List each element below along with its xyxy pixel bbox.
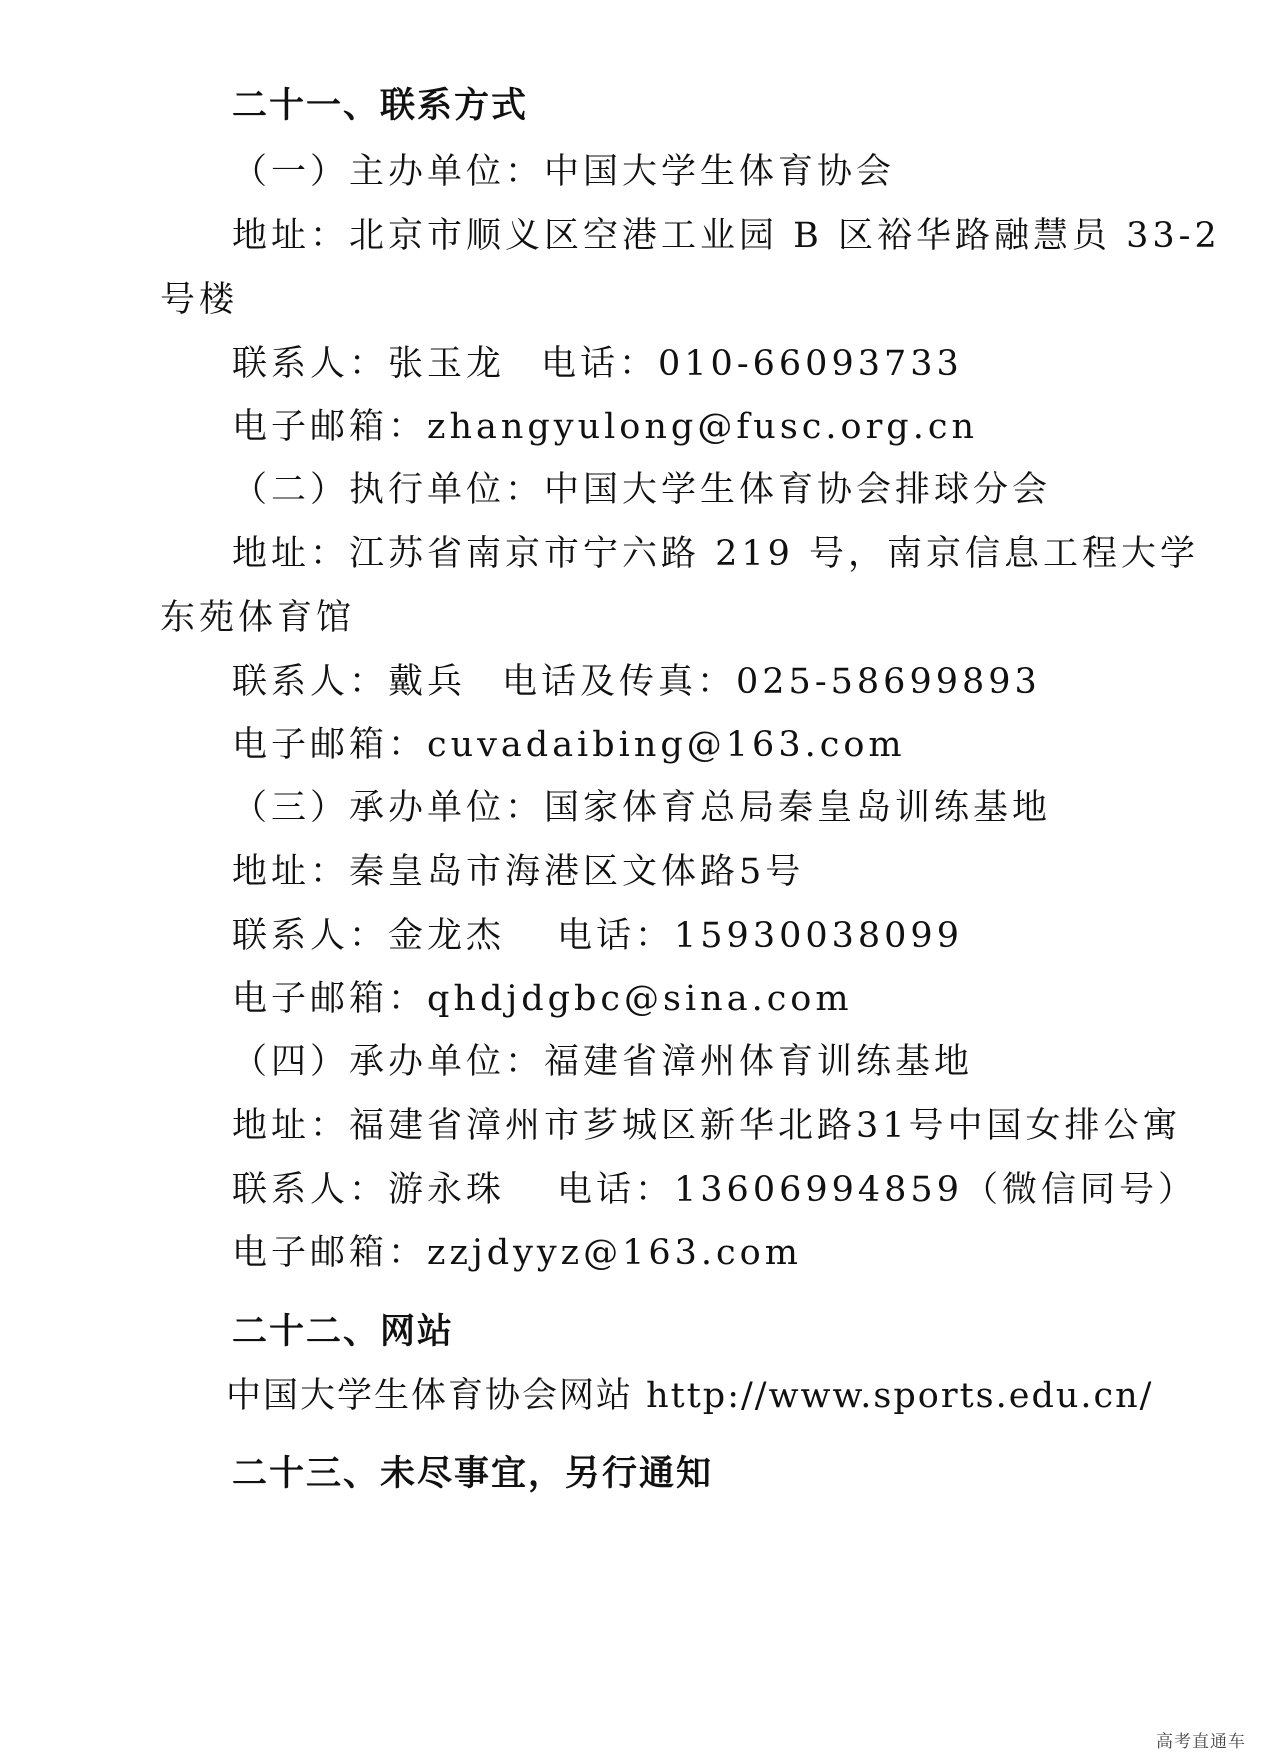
organizer-phone: 电话：010-66093733: [541, 344, 963, 384]
host1-address: 地址：秦皇岛市海港区文体路5号: [232, 852, 805, 892]
executor-title: （二）执行单位：中国大学生体育协会排球分会: [232, 470, 1052, 510]
section-heading-other: 二十三、未尽事宜，另行通知: [232, 1454, 714, 1494]
host2-title: （四）承办单位：福建省漳州体育训练基地: [232, 1042, 974, 1082]
watermark: 高考直通车: [1156, 1732, 1246, 1752]
host2-phone: 电话：13606994859（微信同号）: [557, 1170, 1197, 1210]
executor-email: 电子邮箱：cuvadaibing@163.com: [232, 725, 906, 765]
host1-contact-row: [232, 914, 963, 958]
organizer-contact-person: 联系人：张玉龙: [232, 344, 506, 384]
executor-contact-person: 联系人：戴兵: [232, 662, 467, 702]
organizer-contact-row: [232, 342, 963, 386]
organizer-title: （一）主办单位：中国大学生体育协会: [232, 152, 896, 192]
website-text: 中国大学生体育协会网站 http://www.sports.edu.cn/: [226, 1376, 1154, 1416]
executor-address-line1: 地址：江苏省南京市宁六路 219 号，南京信息工程大学: [232, 534, 1200, 574]
executor-phone: 电话及传真：025-58699893: [502, 662, 1041, 702]
organizer-email: 电子邮箱：zhangyulong@fusc.org.cn: [232, 407, 978, 447]
host1-email: 电子邮箱：qhdjdgbc@sina.com: [232, 979, 853, 1019]
host1-title: （三）承办单位：国家体育总局秦皇岛训练基地: [232, 788, 1052, 828]
host2-contact-row: [232, 1168, 1197, 1212]
host2-address: 地址：福建省漳州市芗城区新华北路31号中国女排公寓: [232, 1106, 1182, 1146]
section-heading-website: 二十二、网站: [232, 1312, 455, 1352]
host2-contact-person: 联系人：游永珠: [232, 1170, 506, 1210]
host1-contact-person: 联系人：金龙杰: [232, 916, 506, 956]
section-heading-contact: 二十一、联系方式: [232, 86, 529, 126]
host1-phone: 电话：15930038099: [557, 916, 963, 956]
host2-email: 电子邮箱：zzjdyyz@163.com: [232, 1233, 802, 1273]
executor-address-line2: 东苑体育馆: [160, 598, 356, 638]
organizer-address-line1: 地址：北京市顺义区空港工业园 B 区裕华路融慧员 33-2: [232, 216, 1221, 256]
organizer-address-line2: 号楼: [160, 280, 239, 320]
executor-contact-row: [232, 660, 1041, 704]
